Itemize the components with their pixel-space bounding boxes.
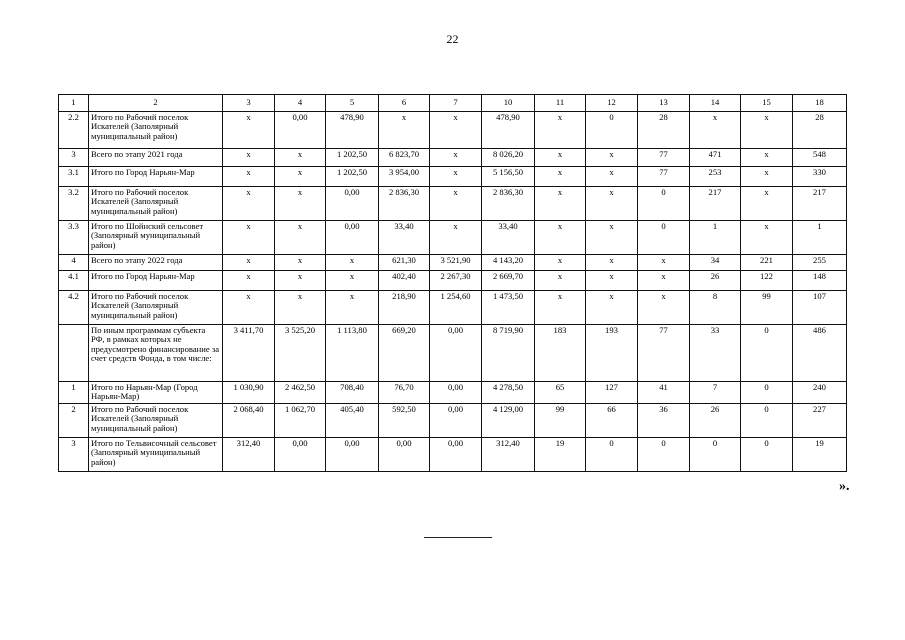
row-number-cell: 3.1	[59, 167, 89, 187]
value-cell: x	[275, 255, 326, 271]
page-number: 22	[446, 32, 459, 46]
row-number-cell: 3.3	[59, 221, 89, 255]
value-cell: 669,20	[379, 325, 430, 382]
value-cell: 8	[690, 291, 741, 325]
value-cell: 33,40	[482, 221, 535, 255]
table-row	[59, 271, 847, 291]
value-cell: 0,00	[430, 325, 482, 382]
table-header-row	[59, 95, 847, 112]
value-cell: x	[275, 149, 326, 167]
value-cell: 33,40	[379, 221, 430, 255]
column-header: 11	[535, 95, 586, 112]
value-cell: 4 143,20	[482, 255, 535, 271]
value-cell: 3 954,00	[379, 167, 430, 187]
value-cell: 107	[793, 291, 847, 325]
value-cell: 76,70	[379, 382, 430, 404]
value-cell: x	[275, 187, 326, 221]
value-cell: x	[535, 271, 586, 291]
value-cell: 2 836,30	[482, 187, 535, 221]
value-cell: 127	[586, 382, 638, 404]
value-cell: 2 462,50	[275, 382, 326, 404]
value-cell: 2 836,30	[379, 187, 430, 221]
table-row	[59, 112, 847, 149]
value-cell: 1	[690, 221, 741, 255]
value-cell: x	[586, 291, 638, 325]
value-cell: 240	[793, 382, 847, 404]
value-cell: x	[638, 291, 690, 325]
column-header: 3	[223, 95, 275, 112]
value-cell: 1 113,80	[326, 325, 379, 382]
value-cell: 217	[690, 187, 741, 221]
table-row	[59, 255, 847, 271]
value-cell: 478,90	[326, 112, 379, 149]
row-name-cell: Всего по этапу 2021 года	[89, 149, 223, 167]
row-name-cell: Итого по Шойнский сельсовет (Заполярный муниципальный район)	[89, 221, 223, 255]
value-cell: 217	[793, 187, 847, 221]
column-header: 15	[741, 95, 793, 112]
table-row	[59, 438, 847, 472]
value-cell: 471	[690, 149, 741, 167]
row-number-cell: 2.2	[59, 112, 89, 149]
value-cell: 330	[793, 167, 847, 187]
value-cell: 0,00	[275, 112, 326, 149]
row-number-cell: 4	[59, 255, 89, 271]
value-cell: 99	[741, 291, 793, 325]
value-cell: x	[223, 271, 275, 291]
value-cell: 19	[793, 438, 847, 472]
column-header: 13	[638, 95, 690, 112]
value-cell: 708,40	[326, 382, 379, 404]
value-cell: x	[379, 112, 430, 149]
value-cell: x	[223, 167, 275, 187]
row-number-cell	[59, 325, 89, 382]
value-cell: x	[223, 187, 275, 221]
value-cell: 621,30	[379, 255, 430, 271]
value-cell: 0	[586, 438, 638, 472]
table-row	[59, 382, 847, 404]
column-header: 10	[482, 95, 535, 112]
value-cell: 402,40	[379, 271, 430, 291]
value-cell: x	[430, 149, 482, 167]
column-header: 6	[379, 95, 430, 112]
value-cell: 478,90	[482, 112, 535, 149]
row-name-cell: Итого по Город Нарьян-Мар	[89, 271, 223, 291]
row-number-cell: 3	[59, 149, 89, 167]
value-cell: 183	[535, 325, 586, 382]
row-name-cell: Итого по Рабочий поселок Искателей (Заполярный муниципальный район)	[89, 187, 223, 221]
value-cell: 0	[638, 438, 690, 472]
value-cell: x	[275, 167, 326, 187]
table-row	[59, 167, 847, 187]
table-row	[59, 149, 847, 167]
value-cell: x	[326, 291, 379, 325]
value-cell: 5 156,50	[482, 167, 535, 187]
value-cell: 1 254,60	[430, 291, 482, 325]
value-cell: 255	[793, 255, 847, 271]
column-header: 14	[690, 95, 741, 112]
value-cell: 0	[638, 221, 690, 255]
value-cell: 26	[690, 271, 741, 291]
column-header: 18	[793, 95, 847, 112]
value-cell: 0,00	[379, 438, 430, 472]
value-cell: 3 525,20	[275, 325, 326, 382]
value-cell: 1 202,50	[326, 167, 379, 187]
value-cell: x	[223, 112, 275, 149]
row-number-cell: 3	[59, 438, 89, 472]
value-cell: 0	[741, 404, 793, 438]
value-cell: x	[535, 221, 586, 255]
value-cell: x	[586, 271, 638, 291]
value-cell: 77	[638, 325, 690, 382]
value-cell: 77	[638, 167, 690, 187]
value-cell: x	[223, 149, 275, 167]
value-cell: 1 030,90	[223, 382, 275, 404]
value-cell: x	[223, 255, 275, 271]
value-cell: 0,00	[326, 221, 379, 255]
value-cell: x	[535, 112, 586, 149]
row-name-cell: По иным программам субъекта РФ, в рамках которых не предусмотрено финансирование за счет средств Фонда, в том числе:	[89, 325, 223, 382]
value-cell: x	[430, 187, 482, 221]
value-cell: 26	[690, 404, 741, 438]
closing-quote-mark: ».	[839, 479, 850, 494]
value-cell: x	[638, 271, 690, 291]
value-cell: 2 267,30	[430, 271, 482, 291]
value-cell: 0,00	[326, 438, 379, 472]
value-cell: 2 669,70	[482, 271, 535, 291]
value-cell: x	[741, 187, 793, 221]
value-cell: 548	[793, 149, 847, 167]
column-header: 5	[326, 95, 379, 112]
column-header: 1	[59, 95, 89, 112]
value-cell: x	[535, 187, 586, 221]
value-cell: 0	[741, 382, 793, 404]
value-cell: 77	[638, 149, 690, 167]
value-cell: 8 719,90	[482, 325, 535, 382]
value-cell: 227	[793, 404, 847, 438]
value-cell: x	[690, 112, 741, 149]
value-cell: 0	[741, 325, 793, 382]
row-name-cell: Всего по этапу 2022 года	[89, 255, 223, 271]
value-cell: 66	[586, 404, 638, 438]
value-cell: 33	[690, 325, 741, 382]
value-cell: x	[535, 149, 586, 167]
value-cell: 3 411,70	[223, 325, 275, 382]
value-cell: 0,00	[430, 382, 482, 404]
value-cell: 99	[535, 404, 586, 438]
value-cell: x	[741, 149, 793, 167]
row-name-cell: Итого по Нарьян-Мар (Город Нарьян-Мар)	[89, 382, 223, 404]
value-cell: 0	[690, 438, 741, 472]
data-table	[58, 94, 847, 472]
value-cell: x	[741, 167, 793, 187]
value-cell: 486	[793, 325, 847, 382]
value-cell: 592,50	[379, 404, 430, 438]
value-cell: x	[586, 167, 638, 187]
value-cell: 3 521,90	[430, 255, 482, 271]
value-cell: 148	[793, 271, 847, 291]
row-number-cell: 4.1	[59, 271, 89, 291]
value-cell: x	[326, 271, 379, 291]
column-header: 2	[89, 95, 223, 112]
value-cell: 0,00	[430, 438, 482, 472]
row-number-cell: 4.2	[59, 291, 89, 325]
value-cell: 41	[638, 382, 690, 404]
table-row	[59, 291, 847, 325]
table-row	[59, 325, 847, 382]
table-row	[59, 187, 847, 221]
value-cell: 7	[690, 382, 741, 404]
value-cell: 28	[638, 112, 690, 149]
value-cell: x	[430, 167, 482, 187]
value-cell: 0	[741, 438, 793, 472]
value-cell: x	[535, 291, 586, 325]
value-cell: 122	[741, 271, 793, 291]
column-header: 12	[586, 95, 638, 112]
value-cell: x	[223, 291, 275, 325]
value-cell: 2 068,40	[223, 404, 275, 438]
row-name-cell: Итого по Рабочий поселок Искателей (Заполярный муниципальный район)	[89, 404, 223, 438]
value-cell: 6 823,70	[379, 149, 430, 167]
value-cell: x	[638, 255, 690, 271]
value-cell: x	[275, 291, 326, 325]
value-cell: x	[430, 112, 482, 149]
value-cell: 1 062,70	[275, 404, 326, 438]
value-cell: x	[535, 255, 586, 271]
value-cell: x	[430, 221, 482, 255]
value-cell: 0	[638, 187, 690, 221]
row-number-cell: 3.2	[59, 187, 89, 221]
value-cell: 4 129,00	[482, 404, 535, 438]
value-cell: x	[586, 187, 638, 221]
value-cell: x	[586, 255, 638, 271]
value-cell: x	[535, 167, 586, 187]
value-cell: 193	[586, 325, 638, 382]
value-cell: 221	[741, 255, 793, 271]
value-cell: 1	[793, 221, 847, 255]
value-cell: 0,00	[430, 404, 482, 438]
value-cell: x	[586, 221, 638, 255]
row-name-cell: Итого по Рабочий поселок Искателей (Заполярный муниципальный район)	[89, 112, 223, 149]
value-cell: x	[741, 112, 793, 149]
value-cell: 312,40	[482, 438, 535, 472]
value-cell: 36	[638, 404, 690, 438]
value-cell: x	[223, 221, 275, 255]
value-cell: 0	[586, 112, 638, 149]
row-number-cell: 2	[59, 404, 89, 438]
value-cell: x	[275, 221, 326, 255]
value-cell: 8 026,20	[482, 149, 535, 167]
value-cell: x	[586, 149, 638, 167]
value-cell: 0,00	[275, 438, 326, 472]
table-row	[59, 221, 847, 255]
row-name-cell: Итого по Рабочий поселок Искателей (Заполярный муниципальный район)	[89, 291, 223, 325]
row-name-cell: Итого по Город Нарьян-Мар	[89, 167, 223, 187]
table-row	[59, 404, 847, 438]
value-cell: 218,90	[379, 291, 430, 325]
footer-divider-line	[424, 537, 492, 538]
value-cell: 0,00	[326, 187, 379, 221]
value-cell: 253	[690, 167, 741, 187]
value-cell: 405,40	[326, 404, 379, 438]
column-header: 4	[275, 95, 326, 112]
value-cell: 65	[535, 382, 586, 404]
value-cell: 34	[690, 255, 741, 271]
row-name-cell: Итого по Тельвисочный сельсовет (Заполярный муниципальный район)	[89, 438, 223, 472]
value-cell: x	[741, 221, 793, 255]
value-cell: 19	[535, 438, 586, 472]
value-cell: x	[275, 271, 326, 291]
column-header: 7	[430, 95, 482, 112]
value-cell: 312,40	[223, 438, 275, 472]
row-number-cell: 1	[59, 382, 89, 404]
value-cell: x	[326, 255, 379, 271]
value-cell: 28	[793, 112, 847, 149]
value-cell: 1 202,50	[326, 149, 379, 167]
value-cell: 4 278,50	[482, 382, 535, 404]
value-cell: 1 473,50	[482, 291, 535, 325]
